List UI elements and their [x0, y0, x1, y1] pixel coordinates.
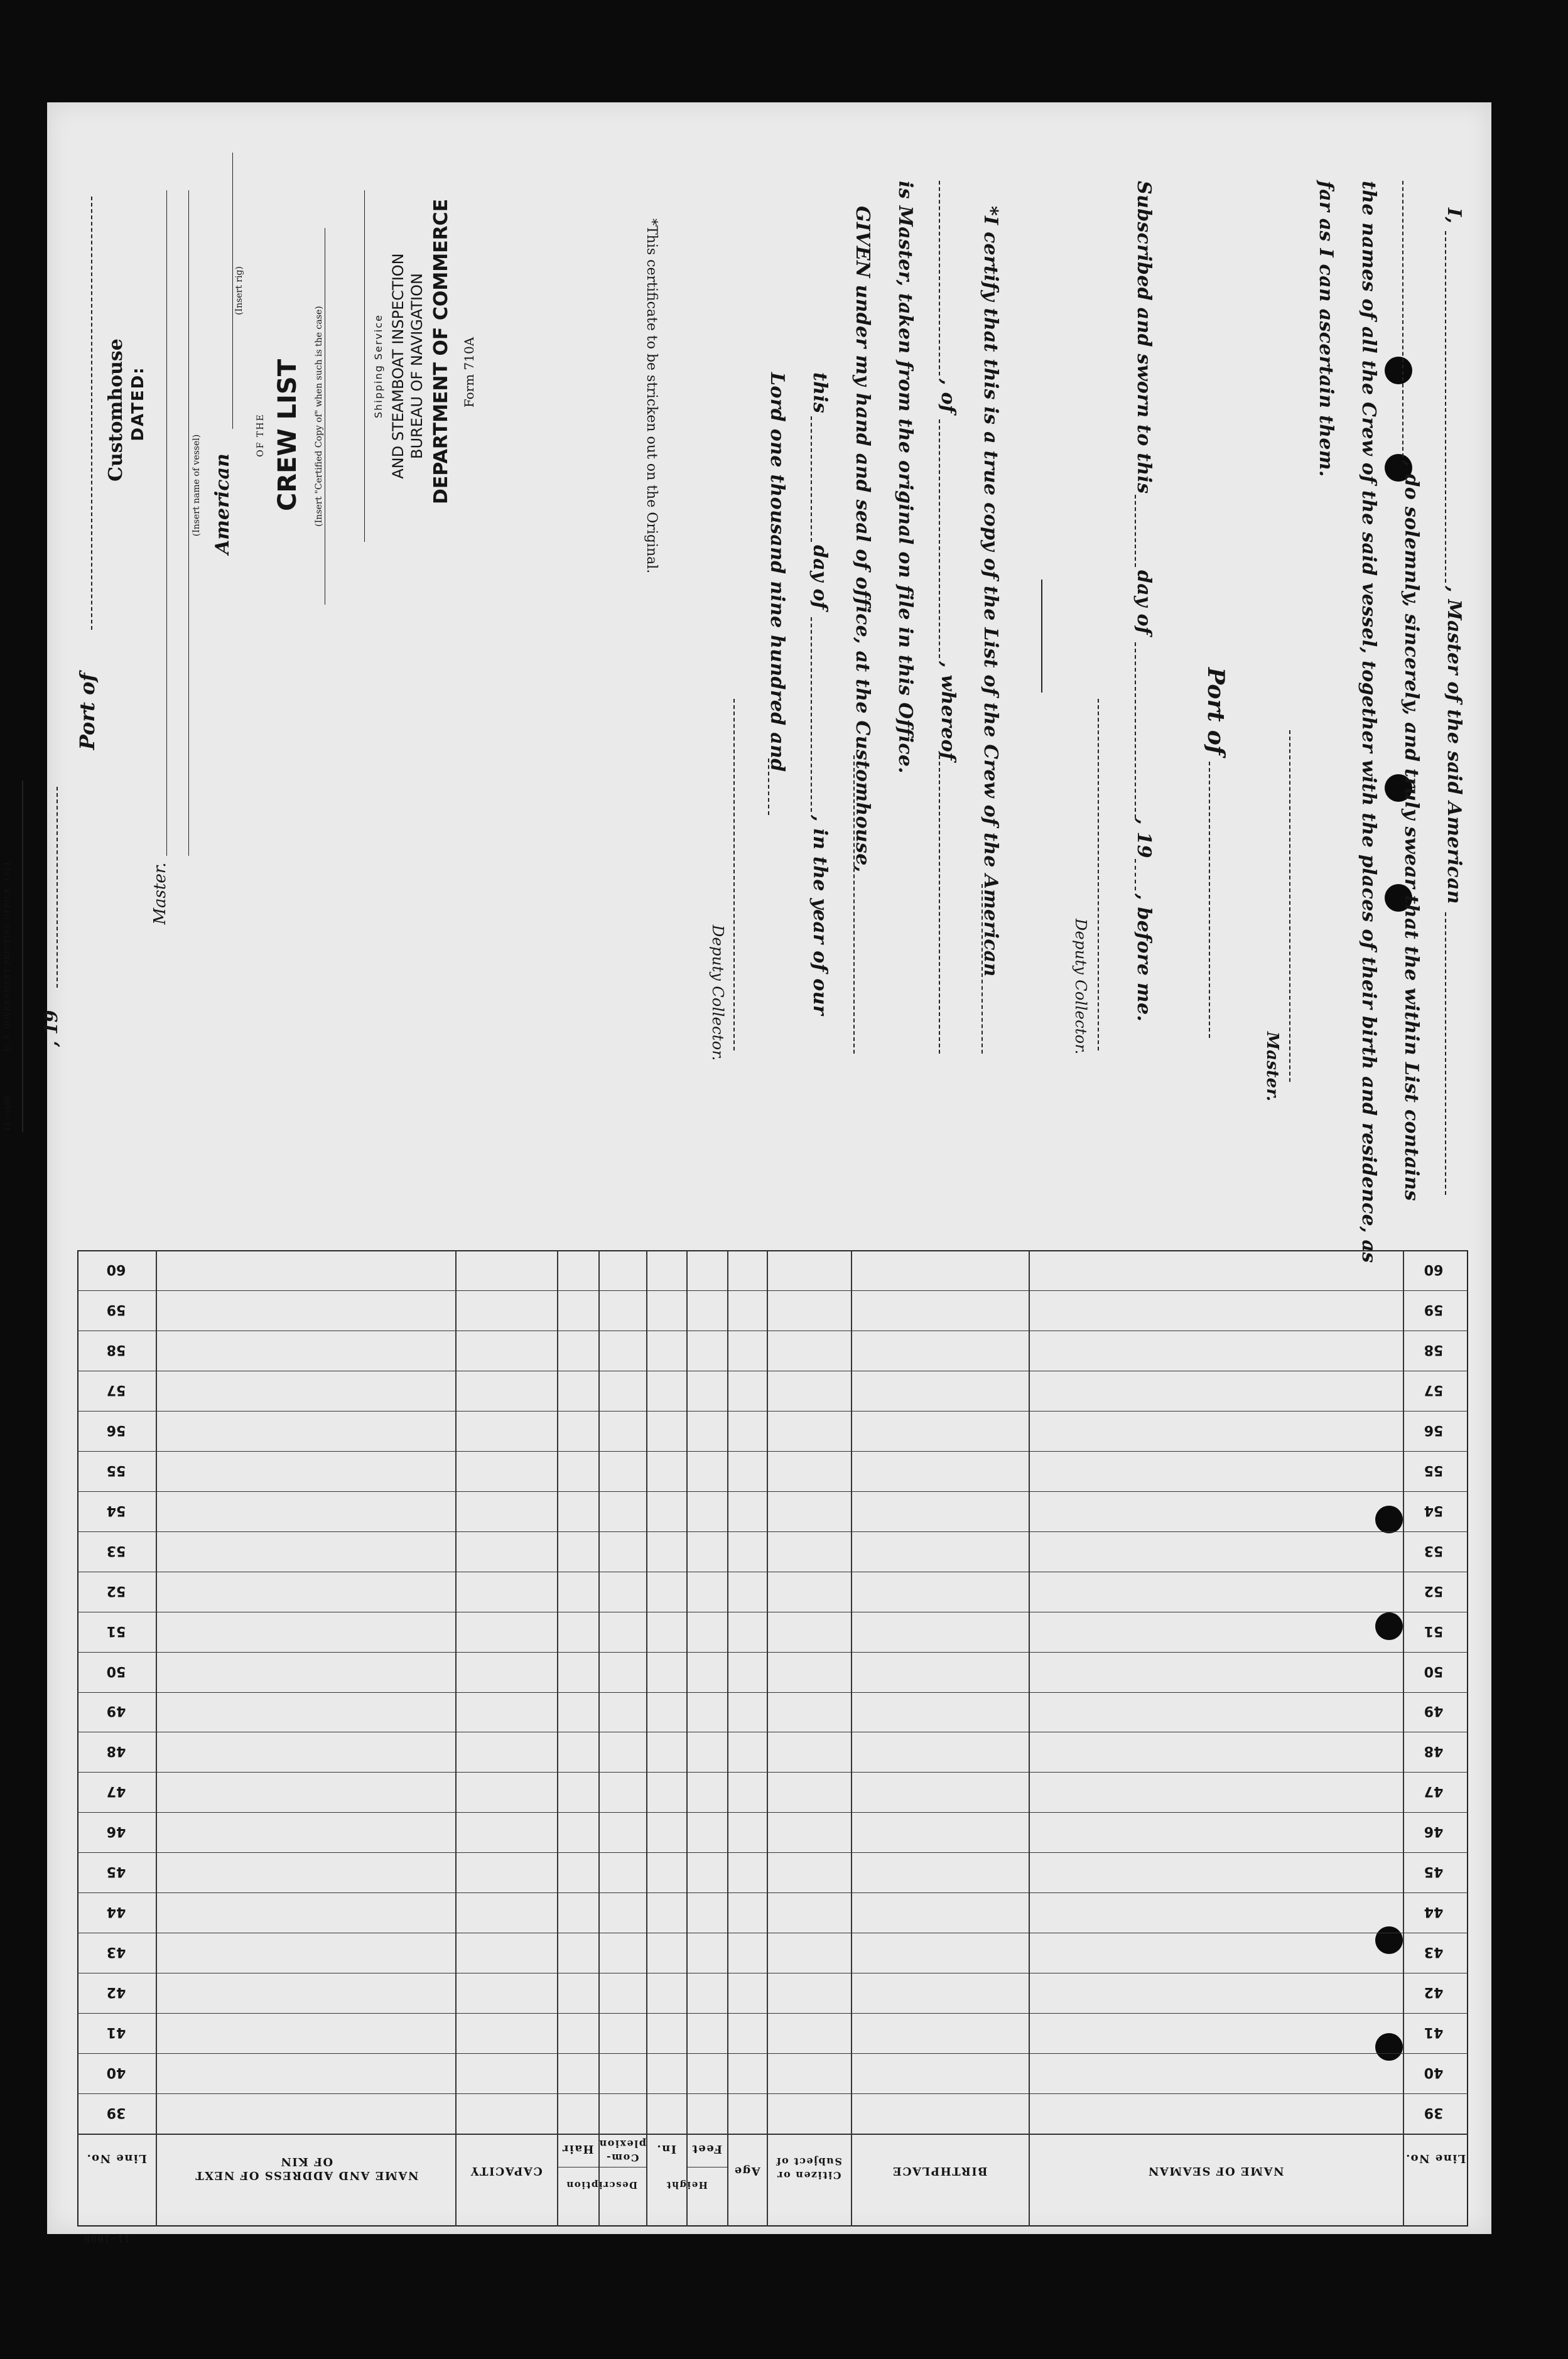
row-number-left: 49 — [106, 1703, 126, 1719]
row-number-left: 57 — [106, 1381, 126, 1398]
subscribed-a: Subscribed and sworn to this — [1133, 181, 1155, 494]
vessel-rig-field[interactable] — [1402, 181, 1403, 457]
given-d: , in the year of our — [809, 815, 831, 1015]
row-number-right: 60 — [1424, 1261, 1444, 1277]
header-capacity: CAPACITY — [470, 2164, 543, 2178]
deputy-signature-line-2[interactable] — [733, 699, 735, 1050]
oath-line1: , Master of the said American — [1443, 586, 1465, 904]
deputy-collector-1: Deputy Collector. — [1072, 919, 1089, 1055]
subscribed-c: , 19 — [1133, 818, 1155, 858]
header-height: Height — [666, 2179, 708, 2191]
header-line-no-left: Line No. — [86, 2152, 147, 2165]
given-month-field[interactable] — [811, 617, 812, 812]
table-row — [77, 1451, 1468, 1452]
header-citizen: Citizen or Subject of — [776, 2156, 842, 2181]
header-name-of-seaman: NAME OF SEAMAN — [1147, 2164, 1284, 2178]
row-number-right: 58 — [1424, 1341, 1444, 1358]
of-the: OF THE — [256, 413, 266, 457]
insert-vessel-note: (Insert name of vessel) — [192, 434, 202, 537]
row-number-right: 50 — [1424, 1663, 1444, 1679]
row-number-left: 56 — [106, 1422, 126, 1438]
header-description: Description — [565, 2179, 638, 2191]
row-number-right: 59 — [1424, 1301, 1444, 1317]
header-line-no-right: Line No. — [1405, 2152, 1466, 2165]
certify-c: , whereof — [937, 661, 959, 761]
header-next-of-kin: NAME AND ADDRESS OF NEXT OF KIN — [194, 2155, 419, 2182]
row-number-right: 53 — [1424, 1542, 1444, 1558]
table-row — [77, 1892, 1468, 1893]
dated-label: DATED: — [129, 366, 148, 441]
customhouse-field[interactable] — [853, 755, 855, 1054]
deputy-signature-line-1[interactable] — [1098, 699, 1099, 1050]
row-number-right: 57 — [1424, 1381, 1444, 1398]
table-row — [77, 2093, 1468, 2094]
col-divider — [455, 1250, 457, 2227]
row-number-left: 45 — [106, 1864, 126, 1880]
table-row — [77, 1290, 1468, 1291]
row-number-right: 56 — [1424, 1422, 1444, 1438]
department-title: DEPARTMENT OF COMMERCE — [430, 198, 452, 504]
col-divider — [557, 1250, 558, 2227]
row-number-left: 50 — [106, 1663, 126, 1679]
row-number-right: 41 — [1424, 2024, 1444, 2041]
row-number-left: 44 — [106, 1904, 126, 1920]
col-divider — [156, 1250, 157, 2227]
header-hair: Hair — [561, 2142, 594, 2156]
docket-port-of: Port of — [75, 672, 99, 750]
certified-port-field[interactable] — [939, 181, 940, 375]
row-number-right: 40 — [1424, 2065, 1444, 2081]
table-row — [77, 2013, 1468, 2014]
footnote: *This certificate to be stricken out on the Original. — [644, 219, 659, 574]
table-row — [77, 1250, 1468, 1251]
table-row — [77, 1652, 1468, 1653]
table-row — [77, 1812, 1468, 1813]
header-separator — [77, 2134, 1468, 2135]
docket-master: Master. — [151, 862, 170, 925]
form-number: Form 710A — [462, 337, 477, 408]
col-divider — [727, 1250, 728, 2227]
certify-d: is Master, taken from the original on file in this Office. — [894, 181, 916, 774]
docket-year: , 19 — [41, 1010, 62, 1047]
col-divider — [767, 1250, 768, 2227]
crew-table — [77, 1250, 1468, 2245]
master-label: Master. — [1263, 1032, 1282, 1102]
port-field[interactable] — [1209, 762, 1210, 1038]
table-row — [77, 1692, 1468, 1693]
row-number-left: 55 — [106, 1462, 126, 1478]
row-number-left: 58 — [106, 1341, 126, 1358]
docket-master-field[interactable] — [166, 190, 167, 856]
table-code: 11—1608 — [84, 2233, 131, 2245]
row-number-right: 52 — [1424, 1582, 1444, 1599]
given-day-field[interactable] — [811, 416, 812, 542]
oath-line2: , do solemnly, sincerely, and truly swear that the within List contains — [1400, 460, 1422, 1201]
certified-vessel-field[interactable] — [981, 884, 983, 1054]
given-a: GIVEN under my hand and seal of office, at the Customhouse, — [852, 206, 873, 873]
table-row — [77, 1772, 1468, 1773]
col-divider — [646, 1250, 647, 2227]
master-name-field[interactable] — [1445, 231, 1446, 583]
row-number-right: 48 — [1424, 1743, 1444, 1759]
col-divider — [1403, 1250, 1404, 2227]
oath-line3: the names of all the Crew of the said vessel, together with the places of their birth and residence, as — [1358, 181, 1380, 1263]
subscribed-b: day of — [1133, 570, 1155, 635]
row-number-right: 43 — [1424, 1944, 1444, 1960]
certified-master-field[interactable] — [939, 419, 940, 658]
row-number-left: 46 — [106, 1823, 126, 1840]
row-number-left: 60 — [106, 1261, 126, 1277]
row-number-right: 47 — [1424, 1783, 1444, 1800]
row-number-left: 53 — [106, 1542, 126, 1558]
row-number-left: 48 — [106, 1743, 126, 1759]
row-number-left: 43 — [106, 1944, 126, 1960]
row-number-right: 49 — [1424, 1703, 1444, 1719]
printing-office: U. S. GOVERNMENT PRINTING OFFICE: 1924 — [3, 861, 11, 1052]
certify-b: , of — [937, 379, 959, 414]
row-number-right: 54 — [1424, 1502, 1444, 1518]
row-number-left: 51 — [106, 1622, 126, 1639]
row-number-right: 45 — [1424, 1864, 1444, 1880]
given-year-field[interactable] — [768, 758, 769, 815]
header-birthplace: BIRTHPLACE — [892, 2164, 988, 2178]
header-in: In. — [656, 2142, 677, 2156]
table-border — [77, 1250, 1468, 2227]
certified-master-name-field[interactable] — [939, 755, 940, 1054]
row-number-left: 59 — [106, 1301, 126, 1317]
shipping-service: Shipping Service — [372, 314, 384, 419]
row-number-right: 39 — [1424, 2105, 1444, 2121]
certify-a: *I certify that this is a true copy of the List of the Crew of the American — [980, 206, 1002, 977]
vessel-name-field[interactable] — [1445, 912, 1446, 1195]
row-number-left: 42 — [106, 1984, 126, 2000]
oath-line4: far as I can ascertain them. — [1315, 181, 1337, 477]
bureau-line2: AND STEAMBOAT INSPECTION — [389, 253, 407, 479]
row-number-right: 51 — [1424, 1622, 1444, 1639]
crew-list-sheet — [3, 102, 1491, 2245]
docket-panel — [3, 198, 512, 1151]
col-divider — [851, 1250, 852, 2227]
subscribed-day-field[interactable] — [1135, 495, 1136, 567]
col-divider — [1029, 1250, 1030, 2227]
bureau-line1: BUREAU OF NAVIGATION — [408, 273, 426, 459]
insert-certified-note: (Insert "Certified Copy of" when such is the case) — [314, 306, 324, 527]
row-number-right: 44 — [1424, 1904, 1444, 1920]
crew-list-title: CREW LIST — [273, 359, 302, 511]
table-row — [77, 1531, 1468, 1532]
row-number-right: 42 — [1424, 1984, 1444, 2000]
customhouse-label: Customhouse — [105, 338, 127, 482]
col-divider — [598, 1250, 600, 2227]
table-row — [77, 1411, 1468, 1412]
row-number-left: 41 — [106, 2024, 126, 2041]
header-feet: Feet — [691, 2142, 723, 2156]
col-divider — [686, 1250, 688, 2227]
docket-port-field[interactable] — [91, 197, 92, 630]
docket-bottom-rule — [22, 780, 23, 1132]
row-number-left: 54 — [106, 1502, 126, 1518]
subscribed-d: , before me. — [1133, 893, 1155, 1022]
given-e: Lord one thousand nine hundred and — [766, 372, 788, 772]
row-number-left: 39 — [106, 2105, 126, 2121]
table-row — [77, 2053, 1468, 2054]
header-complexion: Com-plexion — [598, 2138, 646, 2164]
oath-i: I, — [1443, 208, 1465, 224]
docket-date-field[interactable] — [57, 787, 58, 988]
row-number-left: 47 — [106, 1783, 126, 1800]
port-of-label: Port of — [1203, 667, 1229, 755]
american-label: American — [212, 453, 234, 554]
subscribed-month-field[interactable] — [1135, 642, 1136, 818]
table-row — [77, 1852, 1468, 1853]
given-c: day of — [809, 545, 831, 610]
notary-seal-mark — [1041, 580, 1042, 693]
subscribed-year-field[interactable] — [1135, 859, 1136, 890]
given-b: this — [809, 372, 831, 414]
master-signature-line[interactable] — [1289, 730, 1290, 1082]
row-number-right: 55 — [1424, 1462, 1444, 1478]
docket-code: 11—1608 — [3, 1095, 12, 1131]
rig-field[interactable] — [232, 153, 233, 429]
table-row — [77, 1491, 1468, 1492]
row-number-left: 52 — [106, 1582, 126, 1599]
row-number-right: 46 — [1424, 1823, 1444, 1840]
docket-rule — [364, 190, 365, 542]
header-age: Age — [733, 2164, 760, 2178]
deputy-collector-2: Deputy Collector. — [709, 925, 727, 1061]
docket-vessel-field[interactable] — [188, 190, 189, 856]
insert-rig-note: (Insert rig) — [234, 266, 244, 315]
row-number-left: 40 — [106, 2065, 126, 2081]
